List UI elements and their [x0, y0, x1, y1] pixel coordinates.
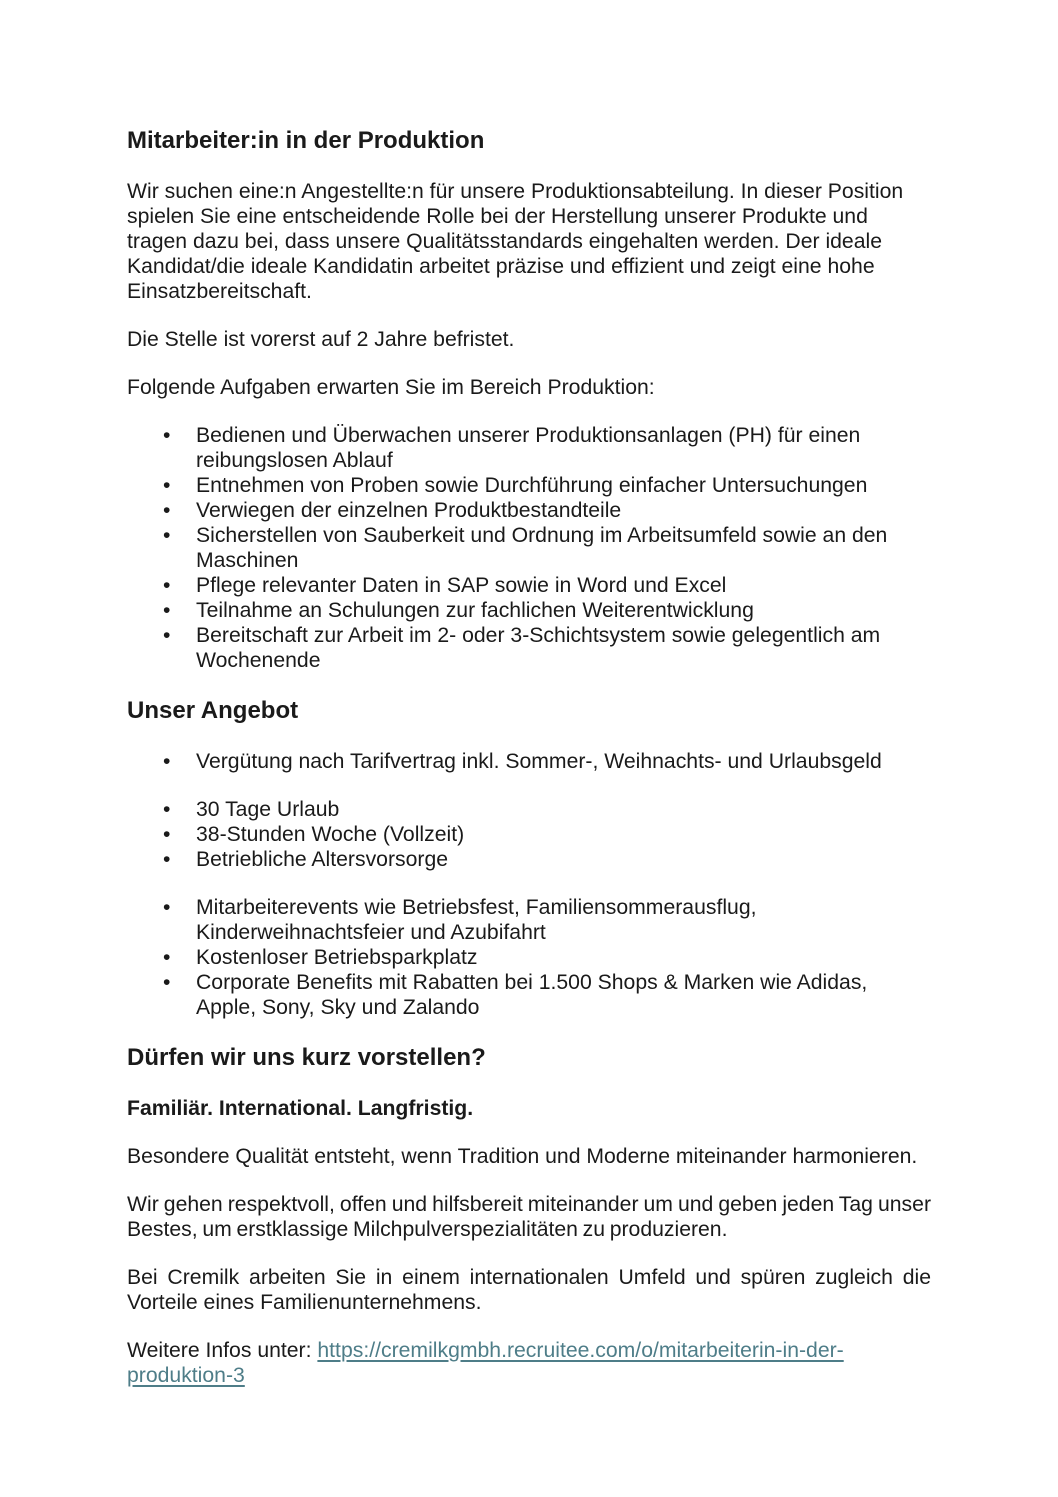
offer-item: • 30 Tage Urlaub — [196, 797, 931, 822]
task-item: • Bedienen und Überwachen unserer Produktionsanlagen (PH) für einen reibungslosen Ablauf — [196, 423, 931, 473]
about-subheading: Familiär. International. Langfristig. — [127, 1097, 474, 1120]
duration-note: Die Stelle ist vorerst auf 2 Jahre befristet. — [127, 328, 515, 351]
about-paragraph-company: Bei Cremilk arbeiten Sie in einem internationalen Umfeld und spüren zugleich die Vorteile eines Familienunternehmens. — [127, 1266, 931, 1314]
offer-item: • Vergütung nach Tarifvertrag inkl. Sommer-, Weihnachts- und Urlaubsgeld — [196, 749, 931, 774]
about-paragraph-values: Wir gehen respektvoll, offen und hilfsbereit miteinander um und geben jeden Tag unser Bestes, um erstklassige Milchpulverspezialitäten zu produzieren. — [127, 1193, 931, 1241]
about-heading: Dürfen wir uns kurz vorstellen? — [127, 1044, 486, 1071]
job-posting-link[interactable]: https://cremilkgmbh.recruitee.com/o/mitarbeiterin-in-der-produktion-3 — [127, 1339, 844, 1387]
offer-item: • Corporate Benefits mit Rabatten bei 1.500 Shops & Marken wie Adidas, Apple, Sony, Sky und Zalando — [196, 970, 931, 1020]
task-item: • Verwiegen der einzelnen Produktbestandteile — [196, 498, 931, 523]
offer-item: • Kostenloser Betriebsparkplatz — [196, 945, 931, 970]
footer-note — [127, 1338, 931, 1388]
task-item: • Pflege relevanter Daten in SAP sowie in Word und Excel — [196, 573, 931, 598]
offer-item: • Mitarbeiterevents wie Betriebsfest, Familiensommerausflug, Kinderweihnachtsfeier und Azubifahrt — [196, 895, 931, 945]
offer-list-group-2 — [127, 797, 931, 872]
offer-heading: Unser Angebot — [127, 697, 299, 724]
intro-paragraph: Wir suchen eine:n Angestellte:n für unsere Produktionsabteilung. In dieser Position spielen Sie eine entscheidende Rolle bei der Herstellung unserer Produkte und tragen dazu bei, dass unsere Qualitätsstandards eingehalten werden. Der ideale Kandidat/die ideale Kandidatin arbeitet präzise und effizient und zeigt eine hohe Einsatzbereitschaft. — [127, 180, 904, 303]
task-item: • Entnehmen von Proben sowie Durchführung einfacher Untersuchungen — [196, 473, 931, 498]
page-title: Mitarbeiter:in in der Produktion — [127, 127, 485, 154]
offer-list-group-3 — [127, 895, 931, 1020]
tasks-intro: Folgende Aufgaben erwarten Sie im Bereich Produktion: — [127, 376, 655, 399]
task-item: • Sicherstellen von Sauberkeit und Ordnung im Arbeitsumfeld sowie an den Maschinen — [196, 523, 931, 573]
about-paragraph-quality: Besondere Qualität entsteht, wenn Tradition und Moderne miteinander harmonieren. — [127, 1145, 918, 1168]
task-item: • Bereitschaft zur Arbeit im 2- oder 3-Schichtsystem sowie gelegentlich am Wochenende — [196, 623, 931, 673]
offer-item: • Betriebliche Altersvorsorge — [196, 847, 931, 872]
tasks-list — [127, 423, 931, 673]
offer-item: • 38-Stunden Woche (Vollzeit) — [196, 822, 931, 847]
offer-list-group-1 — [127, 749, 931, 774]
footer-label: Weitere Infos unter: — [127, 1339, 318, 1362]
task-item: • Teilnahme an Schulungen zur fachlichen Weiterentwicklung — [196, 598, 931, 623]
